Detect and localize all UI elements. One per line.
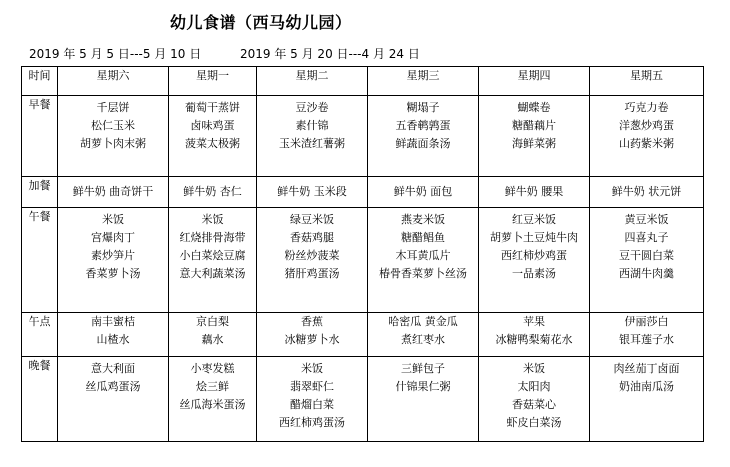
menu-cell	[590, 177, 704, 208]
menu-item: 鲜牛奶 曲奇饼干	[72, 185, 154, 198]
menu-cell	[590, 357, 704, 442]
menu-cell-items	[58, 313, 168, 349]
menu-cell	[257, 313, 368, 357]
menu-item: 太阳肉	[517, 380, 551, 393]
meal-name: 午餐	[22, 208, 58, 313]
menu-item: 胡萝卜土豆炖牛肉	[490, 231, 578, 244]
menu-item: 意大利面	[91, 362, 135, 375]
menu-cell-items	[368, 177, 478, 207]
menu-table	[21, 66, 704, 442]
menu-cell-items	[257, 208, 367, 283]
menu-item: 山楂水	[96, 333, 130, 346]
day-header-thursday: 星期四	[479, 67, 590, 96]
menu-item: 糊塌子	[406, 101, 440, 114]
menu-item: 卤味鸡蛋	[190, 119, 235, 132]
menu-item: 小枣发糕	[190, 362, 235, 375]
menu-cell-items	[479, 177, 589, 207]
menu-cell	[479, 208, 590, 313]
menu-cell-items	[590, 96, 703, 153]
menu-item: 米饭	[201, 213, 224, 226]
menu-item: 丝瓜海米蛋汤	[179, 398, 246, 411]
menu-cell	[368, 357, 479, 442]
menu-cell	[58, 357, 169, 442]
menu-item: 香蕉	[301, 315, 323, 328]
menu-cell-items	[169, 177, 256, 207]
menu-cell-items	[590, 177, 703, 207]
menu-item: 椿骨香菜萝卜丝汤	[379, 267, 467, 280]
meal-row-dinner	[22, 357, 704, 442]
menu-item: 葡萄干蒸饼	[185, 101, 240, 114]
menu-item: 肉丝茄丁卤面	[613, 362, 680, 375]
menu-cell-items	[479, 357, 589, 432]
menu-cell-items	[58, 357, 168, 396]
menu-item: 绿豆米饭	[290, 213, 334, 226]
menu-item: 米饭	[301, 362, 323, 375]
menu-item: 银耳莲子水	[619, 333, 674, 346]
menu-item: 千层饼	[96, 101, 130, 114]
menu-item: 鲜牛奶 杏仁	[183, 185, 242, 198]
header-row	[22, 67, 704, 96]
menu-cell	[479, 313, 590, 357]
menu-item: 木耳黄瓜片	[395, 249, 451, 262]
menu-item: 意大利蔬菜汤	[179, 267, 246, 280]
menu-item: 宫爆肉丁	[91, 231, 135, 244]
day-header-saturday: 星期六	[58, 67, 169, 96]
menu-item: 米饭	[523, 362, 545, 375]
menu-item: 胡萝卜肉末粥	[80, 137, 146, 150]
menu-item: 西湖牛肉羹	[619, 267, 674, 280]
page-title: 幼儿食谱（西马幼儿园）	[170, 13, 352, 32]
menu-item: 素什锦	[295, 119, 329, 132]
meal-row-morning-snack	[22, 177, 704, 208]
meal-row-breakfast	[22, 96, 704, 177]
menu-item: 一品素汤	[512, 267, 556, 280]
menu-item: 鲜牛奶 状元饼	[611, 185, 682, 198]
menu-item: 藕水	[201, 333, 224, 346]
menu-item: 黄豆米饭	[624, 213, 669, 226]
menu-cell-items	[257, 177, 367, 207]
menu-cell-items	[590, 357, 703, 396]
menu-cell-items	[590, 313, 703, 349]
menu-item: 伊丽莎白	[624, 315, 669, 328]
menu-item: 素炒笋片	[91, 249, 135, 262]
menu-cell-items	[368, 357, 478, 396]
menu-cell	[257, 357, 368, 442]
menu-item: 翡翠虾仁	[290, 380, 334, 393]
menu-cell-items	[368, 208, 478, 283]
menu-item: 南丰蜜桔	[91, 315, 135, 328]
day-header-wednesday: 星期三	[368, 67, 479, 96]
menu-cell-items	[257, 357, 367, 432]
menu-cell-items	[169, 313, 256, 349]
menu-item: 丝瓜鸡蛋汤	[85, 380, 141, 393]
day-header-friday: 星期五	[590, 67, 704, 96]
menu-item: 山药紫米粥	[619, 137, 674, 150]
menu-cell	[368, 177, 479, 208]
menu-item: 巧克力卷	[624, 101, 669, 114]
menu-item: 四喜丸子	[624, 231, 669, 244]
menu-item: 红烧排骨海带	[179, 231, 246, 244]
menu-item: 香菇菜心	[512, 398, 556, 411]
time-header: 时间	[22, 67, 58, 96]
menu-cell	[368, 208, 479, 313]
menu-cell	[257, 177, 368, 208]
menu-item: 蝴蝶卷	[517, 101, 551, 114]
menu-item: 西红柿鸡蛋汤	[279, 416, 345, 429]
meal-row-lunch	[22, 208, 704, 313]
day-header-tuesday: 星期二	[257, 67, 368, 96]
menu-cell	[479, 357, 590, 442]
menu-item: 冰糖萝卜水	[284, 333, 340, 346]
menu-item: 洋葱炒鸡蛋	[619, 119, 674, 132]
date-range-1: 2019 年 5 月 5 日---5 月 10 日	[29, 47, 202, 61]
menu-item: 苹果	[523, 315, 545, 328]
menu-item: 醋熘白菜	[290, 398, 334, 411]
meal-name: 晚餐	[22, 357, 58, 442]
day-header-monday: 星期一	[169, 67, 257, 96]
menu-item: 煮红枣水	[401, 333, 445, 346]
menu-item: 京白梨	[196, 315, 229, 328]
menu-item: 鲜牛奶 玉米段	[277, 185, 347, 198]
menu-cell-items	[479, 208, 589, 283]
menu-cell-items	[257, 96, 367, 153]
menu-cell-items	[479, 313, 589, 349]
menu-item: 哈密瓜 黄金瓜	[388, 315, 458, 328]
menu-cell	[368, 96, 479, 177]
menu-item: 猪肝鸡蛋汤	[284, 267, 340, 280]
menu-cell	[169, 357, 257, 442]
meal-name: 早餐	[22, 96, 58, 177]
menu-cell	[169, 313, 257, 357]
menu-cell	[58, 177, 169, 208]
menu-cell-items	[479, 96, 589, 153]
menu-item: 虾皮白菜汤	[506, 416, 562, 429]
menu-cell-items	[368, 313, 478, 349]
menu-item: 什锦果仁粥	[395, 380, 451, 393]
menu-item: 香菇鸡腿	[290, 231, 334, 244]
menu-cell	[169, 177, 257, 208]
menu-cell	[257, 96, 368, 177]
menu-cell	[479, 177, 590, 208]
menu-item: 粉丝炒菠菜	[284, 249, 340, 262]
menu-item: 红豆米饭	[512, 213, 556, 226]
meal-row-afternoon-snack	[22, 313, 704, 357]
menu-item: 冰糖鸭梨菊花水	[495, 333, 573, 346]
menu-item: 糖醋藕片	[512, 119, 556, 132]
menu-item: 奶油南瓜汤	[619, 380, 674, 393]
meal-name: 午点	[22, 313, 58, 357]
menu-item: 三鲜包子	[401, 362, 445, 375]
menu-cell	[257, 208, 368, 313]
date-range-2: 2019 年 5 月 20 日---4 月 24 日	[240, 47, 420, 61]
menu-item: 西红柿炒鸡蛋	[501, 249, 567, 262]
menu-cell	[479, 96, 590, 177]
menu-cell-items	[58, 208, 168, 283]
menu-item: 豆干圆白菜	[619, 249, 674, 262]
menu-cell	[590, 208, 704, 313]
menu-cell	[169, 208, 257, 313]
menu-item: 小白菜烩豆腐	[179, 249, 246, 262]
menu-cell	[58, 208, 169, 313]
menu-item: 五香鹌鹑蛋	[395, 119, 451, 132]
menu-item: 玉米渣红薯粥	[279, 137, 345, 150]
menu-item: 松仁玉米	[91, 119, 135, 132]
menu-item: 烩三鲜	[196, 380, 229, 393]
menu-cell-items	[368, 96, 478, 153]
menu-item: 米饭	[102, 213, 124, 226]
menu-item: 豆沙卷	[295, 101, 329, 114]
menu-cell-items	[590, 208, 703, 283]
menu-cell	[590, 313, 704, 357]
menu-item: 鲜牛奶 面包	[393, 185, 453, 198]
menu-item: 海鲜菜粥	[512, 137, 556, 150]
menu-cell	[58, 96, 169, 177]
menu-cell-items	[257, 313, 367, 349]
menu-item: 菠菜太极粥	[185, 137, 240, 150]
menu-cell	[58, 313, 169, 357]
menu-item: 鲜蔬面条汤	[395, 137, 451, 150]
menu-item: 燕麦米饭	[401, 213, 445, 226]
menu-cell-items	[58, 96, 168, 153]
menu-cell-items	[58, 177, 168, 207]
menu-cell	[590, 96, 704, 177]
meal-name: 加餐	[22, 177, 58, 208]
menu-cell-items	[169, 208, 256, 283]
menu-cell	[169, 96, 257, 177]
menu-cell-items	[169, 357, 256, 414]
menu-item: 糖醋鲳鱼	[401, 231, 445, 244]
menu-item: 鲜牛奶 腰果	[504, 185, 564, 198]
menu-item: 香菜萝卜汤	[85, 267, 141, 280]
menu-cell	[368, 313, 479, 357]
menu-cell-items	[169, 96, 256, 153]
